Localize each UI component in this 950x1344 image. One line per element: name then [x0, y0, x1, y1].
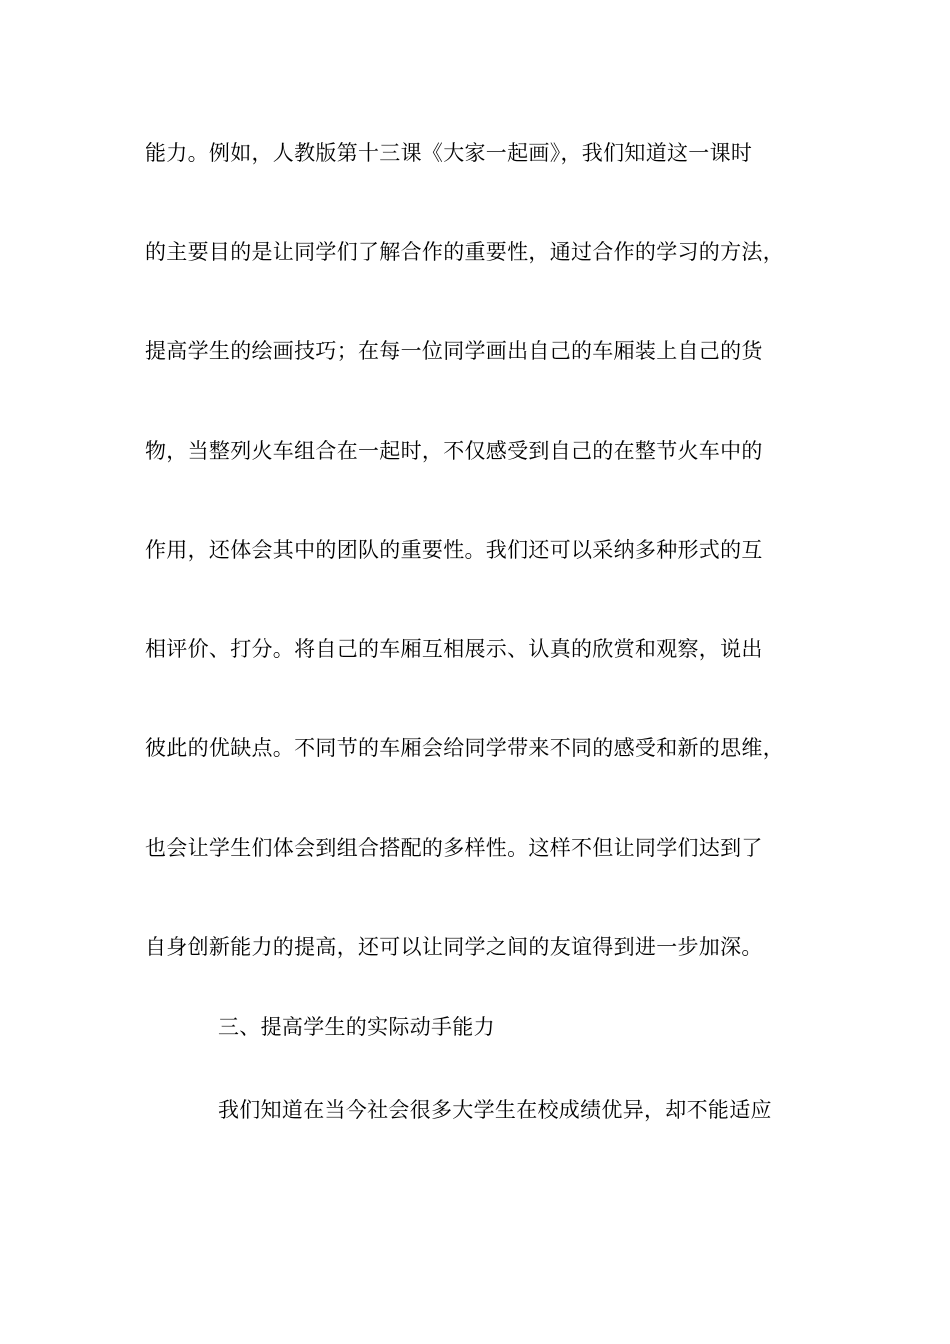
paragraph-line: 彼此的优缺点。不同节的车厢会给同学带来不同的感受和新的思维， [145, 736, 784, 760]
paragraph-line: 相评价、打分。将自己的车厢互相展示、认真的欣赏和观察，说出 [145, 637, 763, 661]
paragraph-line: 自身创新能力的提高，还可以让同学之间的友谊得到进一步加深。 [145, 935, 763, 959]
paragraph-line: 的主要目的是让同学们了解合作的重要性，通过合作的学习的方法， [145, 240, 784, 264]
paragraph-line: 提高学生的绘画技巧；在每一位同学画出自己的车厢装上自己的货 [145, 339, 763, 363]
section-heading: 三、提高学生的实际动手能力 [218, 1015, 495, 1039]
paragraph-line: 作用，还体会其中的团队的重要性。我们还可以采纳多种形式的互 [145, 538, 763, 562]
paragraph-line: 物，当整列火车组合在一起时，不仅感受到自己的在整节火车中的 [145, 439, 763, 463]
paragraph-line: 能力。例如，人教版第十三课《大家一起画》，我们知道这一课时 [145, 141, 753, 165]
paragraph-line: 也会让学生们体会到组合搭配的多样性。这样不但让同学们达到了 [145, 836, 763, 860]
paragraph-line: 我们知道在当今社会很多大学生在校成绩优异，却不能适应 [218, 1098, 772, 1122]
